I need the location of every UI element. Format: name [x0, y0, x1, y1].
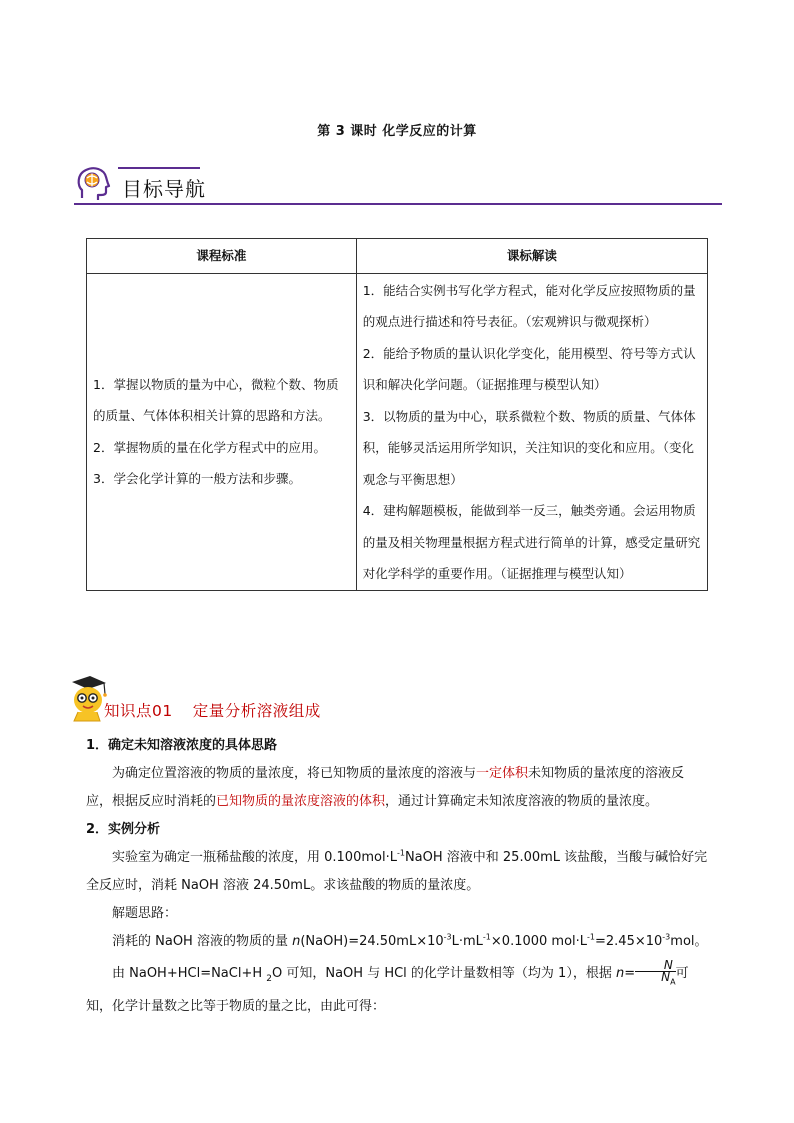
text-run: =2.45×10 — [595, 934, 663, 949]
text-run: 实验室为确定一瓶稀盐酸的浓度，用 0.100mol·L — [112, 850, 397, 865]
var-n: n — [292, 934, 301, 949]
text-run: ，通过计算确定未知浓度溶液的物质的量浓度。 — [385, 794, 659, 809]
text-run: 为确定位置溶液的物质的量浓度，将已知物质的量浓度的溶液与 — [112, 766, 477, 781]
section-2 — [86, 816, 710, 1021]
highlight-volume: 一定体积 — [476, 766, 529, 781]
table-header-row — [87, 239, 708, 274]
var-n: n — [615, 966, 625, 982]
solution-label: 解题思路： — [112, 906, 178, 921]
curriculum-table — [86, 238, 708, 591]
text-run: O 可知，NaOH 与 HCl 的化学计量数相等（均为 1），根据 — [272, 966, 616, 982]
standard-item: 3．学会化学计算的一般方法和步骤。 — [93, 471, 301, 486]
interpretation-item: 4．建构解题模板，能做到举一反三，触类旁通。会运用物质的量及相关物理量根据方程式进行简单的计算，感受定量研究对化学科学的重要作用。（证据推理与模型认知） — [362, 503, 701, 581]
text-run: ×0.1000 mol·L — [490, 934, 588, 949]
table-header-standard: 课程标准 — [87, 239, 357, 274]
section-1 — [86, 732, 710, 816]
superscript: -3 — [443, 932, 452, 942]
fraction-numerator: N — [635, 960, 675, 972]
knowledge-point-name: 定量分析溶液组成 — [192, 702, 321, 720]
text-run: 由 NaOH+HCl=NaCl+H — [112, 966, 267, 982]
equals-sign: = — [624, 966, 636, 982]
interpretation-cell — [356, 273, 707, 590]
solution-step-1 — [86, 928, 710, 956]
knowledge-point-label: 知识点01 — [104, 702, 173, 720]
subscript: A — [670, 977, 676, 987]
solution-step-2 — [86, 960, 710, 1021]
highlight-known-volume: 已知物质的量浓度溶液的体积 — [216, 794, 386, 809]
knowledge-point-heading — [64, 672, 724, 724]
subscript: 2 — [266, 973, 272, 984]
text-run: 消耗的 NaOH 溶液的物质的量 — [112, 934, 293, 949]
section-banner — [74, 160, 722, 206]
superscript: -1 — [482, 932, 491, 942]
table-header-interpretation: 课标解读 — [356, 239, 707, 274]
superscript: -1 — [396, 848, 405, 858]
banner-top-line — [118, 167, 200, 169]
text-run: N — [661, 970, 671, 984]
interpretation-item: 1．能结合实例书写化学方程式，能对化学反应按照物质的量的观点进行描述和符号表征。（宏观辨识与微观探析） — [362, 282, 696, 329]
superscript: -3 — [662, 932, 671, 942]
interpretation-item: 2．能给予物质的量认识化学变化，能用模型、符号等方式认识和解决化学问题。（证据推理与模型认知） — [362, 345, 696, 392]
text-run: mol。 — [670, 934, 708, 949]
banner-title: 目标导航 — [122, 177, 206, 201]
interpretation-item: 3．以物质的量为中心，联系微粒个数、物质的质量、气体体积，能够灵活运用所学知识，关注知识的变化和应用。（变化观念与平衡思想） — [362, 408, 696, 487]
section-2-heading: 2．实例分析 — [86, 822, 161, 837]
fraction-n-over-na — [635, 960, 675, 987]
fraction-denominator — [635, 972, 675, 987]
standard-cell — [87, 273, 357, 590]
banner-bottom-line — [74, 203, 722, 205]
section-1-paragraph — [86, 760, 710, 816]
standard-item: 2．掌握物质的量在化学方程式中的应用。 — [93, 439, 326, 455]
page-title: 第 3 课时 化学反应的计算 — [317, 124, 477, 139]
text-run: 可知，化学计量数之比等于物质的量之比，由此可得： — [86, 966, 689, 1014]
text-run: 未知物质的量浓度的溶液反应，根据反应时消耗的 — [86, 766, 685, 809]
section-1-heading: 1．确定未知溶液浓度的具体思路 — [86, 738, 278, 753]
knowledge-point-title — [104, 699, 321, 721]
text-run: NaOH 溶液中和 25.00mL 该盐酸，当酸与碱恰好完全反应时，消耗 NaOH 溶液 24.50mL。求该盐酸的物质的量浓度。 — [86, 850, 708, 893]
text-run: (NaOH)=24.50mL×10 — [300, 934, 444, 949]
standard-item: 1．掌握以物质的量为中心，微粒个数、物质的质量、气体体积相关计算的思路和方法。 — [93, 376, 339, 423]
table-row — [87, 273, 708, 590]
text-run: L·mL — [451, 934, 483, 949]
brain-head-icon — [74, 164, 114, 204]
superscript: -1 — [587, 932, 596, 942]
example-problem — [86, 844, 710, 900]
